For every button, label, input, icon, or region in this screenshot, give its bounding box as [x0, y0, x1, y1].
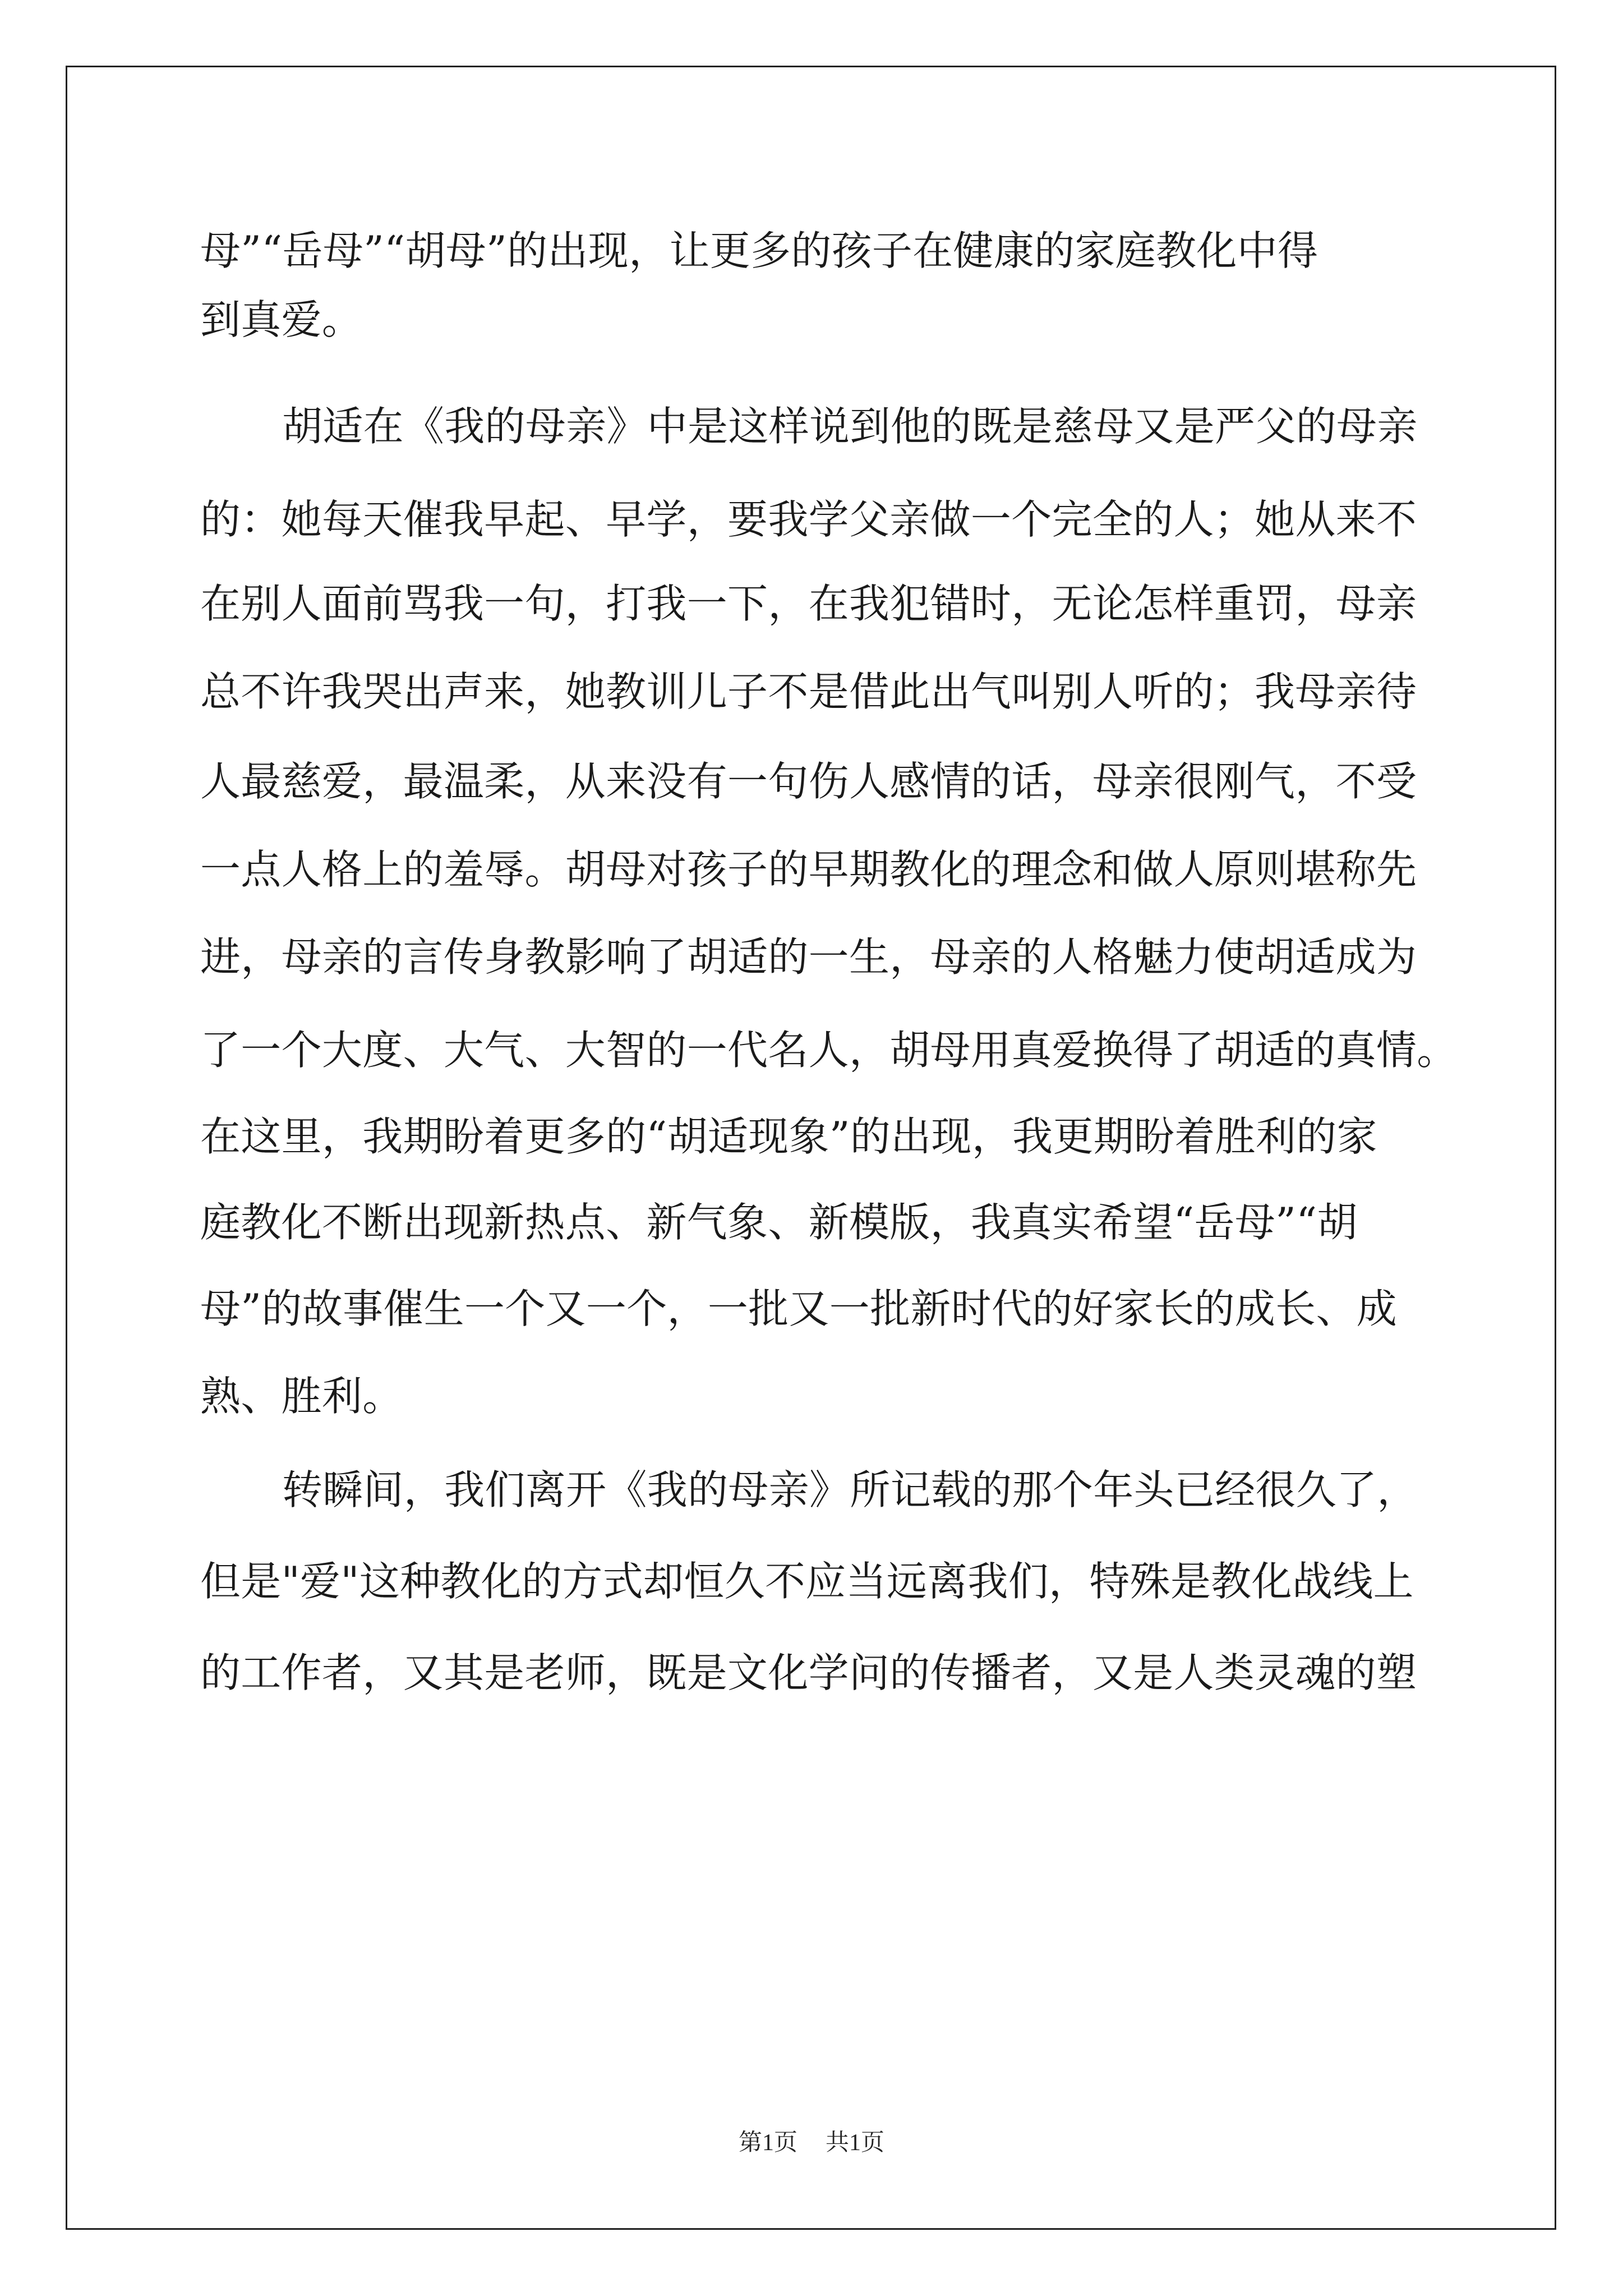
text-line: 但是"爱"这种教化的方式却恒久不应当远离我们，特殊是教化战线上 — [200, 1558, 1414, 1605]
text-line: 到真爱。 — [200, 296, 363, 343]
text-line: 一点人格上的羞辱。胡母对孩子的早期教化的理念和做人原则堪称先 — [200, 846, 1417, 893]
text-line: 在这里，我期盼着更多的“胡适现象”的出现，我更期盼着胜利的家 — [200, 1113, 1377, 1160]
page-total: 共1页 — [826, 2130, 885, 2156]
text-line: 的：她每天催我早起、早学，要我学父亲做一个完全的人；她从来不 — [200, 496, 1417, 543]
paragraph-first-line: 转瞬间，我们离开《我的母亲》所记载的那个年头已经很久了， — [282, 1466, 1418, 1513]
paragraph-first-line: 胡适在《我的母亲》中是这样说到他的既是慈母又是严父的母亲 — [282, 403, 1418, 450]
text-line: 总不许我哭出声来，她教训儿子不是借此出气叫别人听的；我母亲待 — [200, 668, 1417, 715]
page-number: 第1页 — [738, 2130, 797, 2156]
page-footer — [0, 2129, 1623, 2156]
text-line: 的工作者，又其是老师，既是文化学问的传播者，又是人类灵魂的塑 — [200, 1649, 1417, 1696]
text-line: 母”的故事催生一个又一个，一批又一批新时代的好家长的成长、成 — [200, 1285, 1398, 1332]
text-line: 在别人面前骂我一句，打我一下，在我犯错时，无论怎样重罚，母亲 — [200, 580, 1417, 627]
text-line: 熟、胜利。 — [200, 1373, 403, 1420]
text-line: 人最慈爱，最温柔，从来没有一句伤人感情的话，母亲很刚气，不受 — [200, 758, 1417, 805]
text-line: 了一个大度、大气、大智的一代名人，胡母用真爱换得了胡适的真情。 — [200, 1027, 1458, 1074]
text-line: 庭教化不断出现新热点、新气象、新模版，我真实希望“岳母”“胡 — [200, 1199, 1358, 1246]
text-line: 进，母亲的言传身教影响了胡适的一生，母亲的人格魅力使胡适成为 — [200, 933, 1417, 981]
text-line: 母”“岳母”“胡母”的出现，让更多的孩子在健康的家庭教化中得 — [200, 227, 1318, 274]
